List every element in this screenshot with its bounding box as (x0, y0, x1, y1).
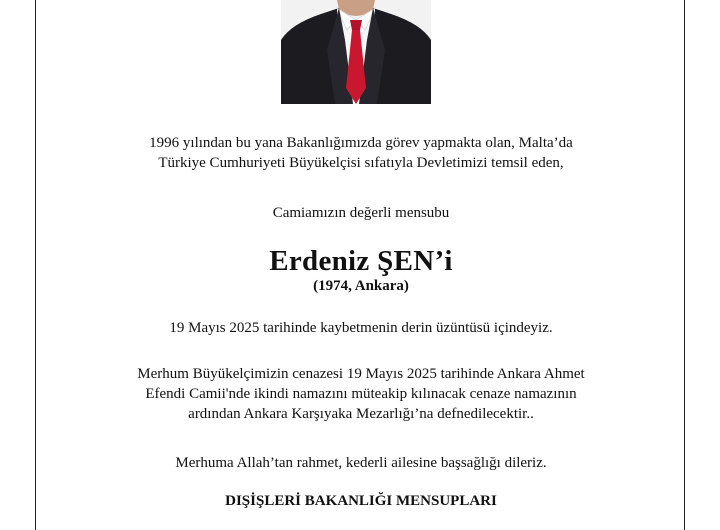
signature: DIŞİŞLERİ BAKANLIĞI MENSUPLARI (225, 493, 497, 509)
deceased-name: Erdeniz ŞEN’i (269, 245, 453, 277)
funeral-line-3: ardından Ankara Karşıyaka Mezarlığı’na defnedilecektir.. (188, 406, 534, 422)
intro-line-1: 1996 yılından bu yana Bakanlığımızda görev yapmakta olan, Malta’da (149, 135, 573, 151)
obituary-notice (35, 0, 685, 530)
intro-line-2: Türkiye Cumhuriyeti Büyükelçisi sıfatıyla Devletimizi temsil eden, (158, 155, 564, 171)
funeral-line-1: Merhum Büyükelçimizin cenazesi 19 Mayıs 2025 tarihinde Ankara Ahmet (137, 366, 585, 382)
camia-line: Camiamızın değerli mensubu (272, 205, 450, 221)
funeral-line-2: Efendi Camii'nde ikindi namazını müteakip kılınacak cenaze namazının (145, 386, 577, 402)
portrait-photo (281, 0, 431, 104)
birth-info: (1974, Ankara) (313, 278, 409, 294)
intro-paragraph (36, 133, 686, 173)
loss-line: 19 Mayıs 2025 tarihinde kaybetmenin derin üzüntüsü içindeyiz. (169, 320, 553, 336)
funeral-paragraph (36, 364, 686, 424)
condolence-line: Merhuma Allah’tan rahmet, kederli ailesine başsağlığı dileriz. (175, 455, 547, 471)
